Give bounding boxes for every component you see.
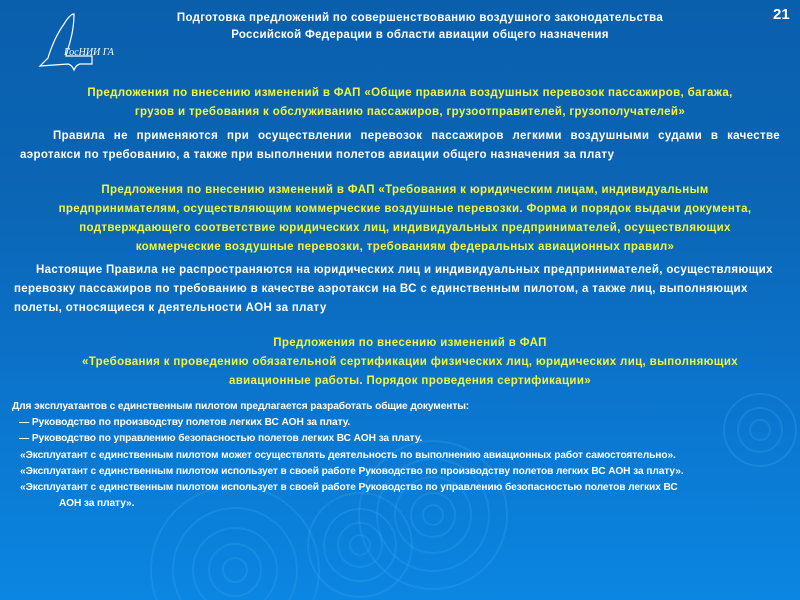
list-item: «Эксплуатант с единственным пилотом использует в своей работе Руководство по управлению безопасностью полетов легких ВС <box>20 482 678 494</box>
documents-list <box>12 399 792 512</box>
heading-line: коммерческие воздушные перевозки, требованиям федеральных авиационных правил» <box>135 241 675 253</box>
heading-line: Предложения по внесению изменений в ФАП «Общие правила воздушных перевозок пассажиров, багажа, <box>87 87 733 99</box>
section-2-body <box>14 261 774 318</box>
heading-line: предпринимателям, осуществляющим коммерческие воздушные перевозки. Форма и порядок выдачи документа, <box>58 203 752 215</box>
section-2-heading <box>10 181 800 257</box>
heading-line: грузов и требования к обслуживанию пассажиров, грузоотправителей, грузополучателей» <box>134 106 686 118</box>
heading-line: авиационные работы. Порядок проведения сертификации» <box>228 375 592 387</box>
list-item: — Руководство по производству полетов легких ВС АОН за плату. <box>19 417 351 429</box>
list-item: АОН за плату». <box>59 498 135 510</box>
list-item: — Руководство по управлению безопасностью полетов легких ВС АОН за плату. <box>19 433 423 445</box>
heading-line: подтверждающего соответствие юридических лиц, индивидуальных предпринимателей, осуществляющих <box>79 222 731 234</box>
heading-line: Предложения по внесению изменений в ФАП «Требования к юридическим лицам, индивидуальным <box>101 184 709 196</box>
heading-line: Предложения по внесению изменений в ФАП <box>273 337 547 349</box>
body-text: Правила не применяются при осуществлении перевозок пассажиров легкими воздушными судами в качестве аэротакси по требованию, а также при выполнении полетов авиации общего назначения за плату <box>20 130 780 161</box>
section-1-heading <box>20 84 800 122</box>
list-item: «Эксплуатант с единственным пилотом может осуществлять деятельность по выполнению авиационных работ самостоятельно». <box>20 449 676 461</box>
list-intro: Для эксплуатантов с единственным пилотом предлагается разработать общие документы: <box>12 401 470 412</box>
heading-line: «Требования к проведению обязательной сертификации физических лиц, юридических лиц, выполняющих <box>81 356 739 368</box>
logo-text: ГосНИИ ГА <box>64 47 114 58</box>
list-item: «Эксплуатант с единственным пилотом использует в своей работе Руководство по производству полетов легких ВС АОН за плату». <box>20 465 684 477</box>
section-3-heading <box>20 334 800 391</box>
body-text: Настоящие Правила не распространяются на юридических лиц и индивидуальных предпринимателей, осуществляющих перевозку пассажиров по требованию в качестве аэротакси на ВС с единственным пилотом, а также лиц, выполняющих полеты, относящиеся к деятельности АОН за плату <box>14 264 773 314</box>
section-1-body <box>20 127 780 165</box>
gosnii-ga-logo <box>32 8 128 72</box>
title-line: Подготовка предложений по совершенствованию воздушного законодательства <box>176 12 664 24</box>
slide-number: 21 <box>773 6 790 23</box>
title-line: Российской Федерации в области авиации общего назначения <box>231 29 609 41</box>
slide-title <box>140 10 700 44</box>
